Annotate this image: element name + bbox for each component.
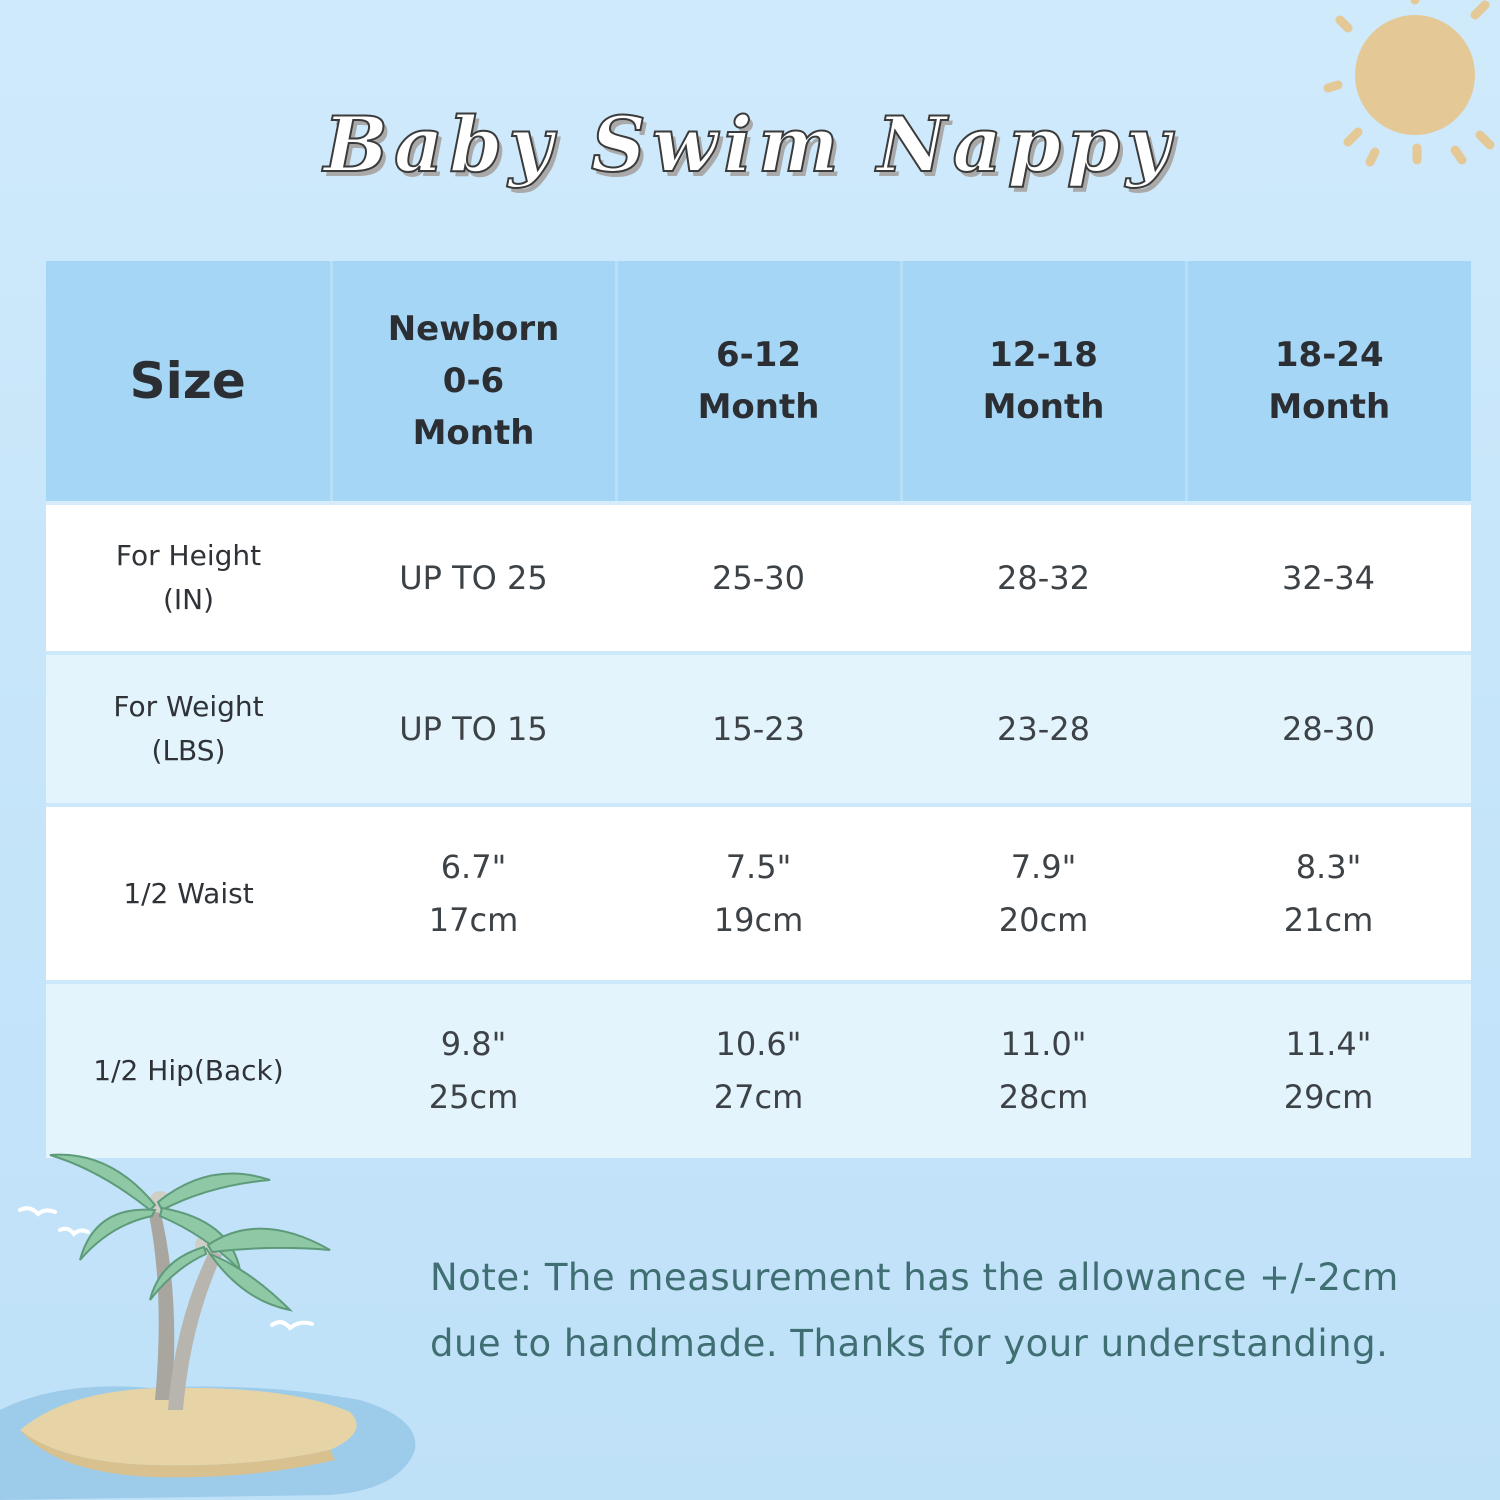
table-cell: 10.6" 27cm	[616, 982, 901, 1158]
palm-island-illustration	[0, 1150, 430, 1500]
note-line-1: Note: The measurement has the allowance +/-2cm	[430, 1256, 1399, 1299]
table-header-row	[46, 261, 1471, 503]
column-header: 18-24 Month	[1186, 261, 1471, 503]
table-cell: 7.5" 19cm	[616, 805, 901, 982]
table-cell: 28-30	[1186, 653, 1471, 805]
table-cell: 7.9" 20cm	[901, 805, 1186, 982]
size-header: Size	[46, 261, 331, 503]
table-row	[46, 503, 1471, 653]
note-text	[430, 1245, 1490, 1377]
row-label: 1/2 Hip(Back)	[46, 982, 331, 1158]
row-label: For Height (IN)	[46, 503, 331, 653]
note-line-2: due to handmade. Thanks for your understanding.	[430, 1322, 1389, 1365]
size-chart-table	[46, 261, 1471, 1158]
table-cell: 8.3" 21cm	[1186, 805, 1471, 982]
row-label: For Weight (LBS)	[46, 653, 331, 805]
table-cell: 9.8" 25cm	[331, 982, 616, 1158]
table-cell: 23-28	[901, 653, 1186, 805]
column-header: 6-12 Month	[616, 261, 901, 503]
table-cell: 32-34	[1186, 503, 1471, 653]
table-cell: 6.7" 17cm	[331, 805, 616, 982]
table-cell: 15-23	[616, 653, 901, 805]
table-cell: 25-30	[616, 503, 901, 653]
table-row	[46, 982, 1471, 1158]
column-header: Newborn 0-6 Month	[331, 261, 616, 503]
table-row	[46, 653, 1471, 805]
sun-icon	[1320, 0, 1500, 170]
table-cell: UP TO 25	[331, 503, 616, 653]
table-cell: 11.0" 28cm	[901, 982, 1186, 1158]
table-cell: UP TO 15	[331, 653, 616, 805]
row-label: 1/2 Waist	[46, 805, 331, 982]
table-row	[46, 805, 1471, 982]
table-cell: 11.4" 29cm	[1186, 982, 1471, 1158]
page-title: Baby Swim Nappy	[323, 100, 1177, 189]
column-header: 12-18 Month	[901, 261, 1186, 503]
table-cell: 28-32	[901, 503, 1186, 653]
